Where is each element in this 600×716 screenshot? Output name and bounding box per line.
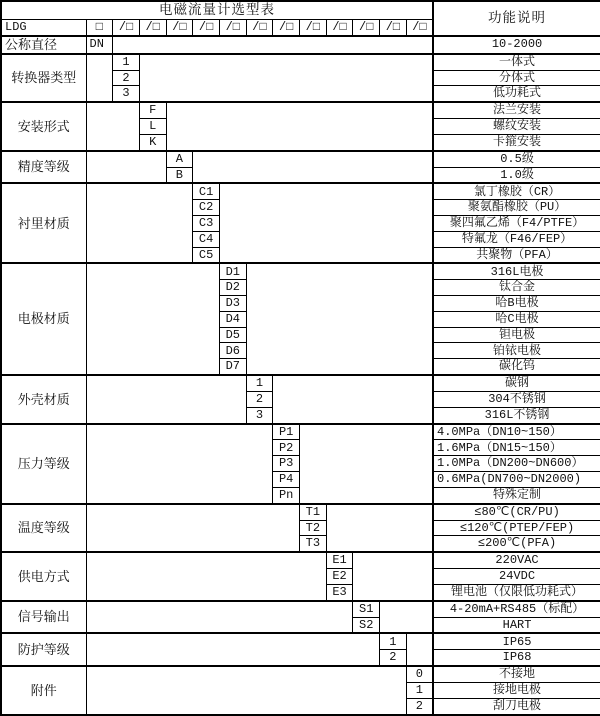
- code-cell: 2: [406, 698, 433, 715]
- empty-cell: [86, 552, 326, 601]
- code-cell: Pn: [273, 487, 300, 503]
- empty-cell: [86, 102, 139, 151]
- function-cell: 10-2000: [433, 36, 600, 54]
- function-cell: 4.0MPa（DN10~150）: [433, 424, 600, 440]
- code-cell: 3: [113, 86, 140, 102]
- function-cell: 接地电极: [433, 682, 600, 698]
- section-label-signal-output: 信号输出: [1, 601, 86, 634]
- function-cell: 哈C电极: [433, 311, 600, 327]
- empty-cell: [86, 666, 406, 715]
- code-cell: D7: [219, 359, 246, 375]
- code-cell: 1: [246, 375, 273, 391]
- function-cell: IP65: [433, 633, 600, 649]
- function-cell: 共聚物（PFA）: [433, 247, 600, 263]
- function-cell: 1.0MPa（DN200~DN600）: [433, 456, 600, 472]
- empty-cell: [273, 375, 433, 424]
- code-cell: P1: [273, 424, 300, 440]
- code-cell: F: [139, 102, 166, 118]
- empty-cell: [326, 504, 433, 553]
- code-cell: DN: [86, 36, 113, 54]
- code-cell: S1: [353, 601, 380, 617]
- empty-cell: [86, 375, 246, 424]
- section-label-electrode: 电极材质: [1, 263, 86, 375]
- code-cell: E3: [326, 584, 353, 600]
- empty-cell: [380, 601, 433, 634]
- code-cell: D3: [219, 296, 246, 312]
- empty-cell: [86, 633, 380, 666]
- empty-cell: [113, 36, 433, 54]
- model-code-box: /□: [326, 19, 353, 35]
- function-cell: 0.5级: [433, 151, 600, 167]
- section-label-accessories: 附件: [1, 666, 86, 715]
- empty-cell: [219, 183, 433, 263]
- code-cell: D5: [219, 327, 246, 343]
- code-cell: T1: [300, 504, 327, 520]
- function-cell: 特殊定制: [433, 487, 600, 503]
- function-cell: 分体式: [433, 70, 600, 86]
- empty-cell: [86, 601, 353, 634]
- function-cell: 碳钢: [433, 375, 600, 391]
- section-label-accuracy: 精度等级: [1, 151, 86, 184]
- function-cell: HART: [433, 617, 600, 633]
- code-cell: C5: [193, 247, 220, 263]
- code-cell: D2: [219, 280, 246, 296]
- section-label-protection: 防护等级: [1, 633, 86, 666]
- empty-cell: [86, 151, 166, 184]
- code-cell: 2: [380, 650, 407, 666]
- function-cell: 一体式: [433, 54, 600, 70]
- function-cell: 1.6MPa（DN15~150）: [433, 440, 600, 456]
- section-label-temperature: 温度等级: [1, 504, 86, 553]
- function-column-header: 功能说明: [433, 1, 600, 36]
- function-cell: 聚四氟乙烯（F4/PTFE）: [433, 216, 600, 232]
- code-cell: L: [139, 119, 166, 135]
- model-code-box: /□: [219, 19, 246, 35]
- empty-cell: [406, 633, 433, 666]
- empty-cell: [300, 424, 434, 504]
- empty-cell: [246, 263, 433, 375]
- function-cell: 特氟龙（F46/FEP）: [433, 231, 600, 247]
- code-cell: E1: [326, 552, 353, 568]
- code-cell: E2: [326, 569, 353, 585]
- section-label-diameter: 公称直径: [1, 36, 86, 54]
- model-code-box: /□: [273, 19, 300, 35]
- code-cell: C4: [193, 231, 220, 247]
- model-code-box: /□: [300, 19, 327, 35]
- function-cell: 不接地: [433, 666, 600, 682]
- function-cell: 1.0级: [433, 167, 600, 183]
- model-code-box: /□: [246, 19, 273, 35]
- code-cell: 2: [113, 70, 140, 86]
- code-cell: T2: [300, 520, 327, 536]
- model-code-prefix: LDG: [1, 19, 86, 35]
- code-cell: P2: [273, 440, 300, 456]
- function-cell: 聚氨酯橡胶（PU）: [433, 200, 600, 216]
- empty-cell: [353, 552, 433, 601]
- function-cell: 卡箍安装: [433, 134, 600, 150]
- code-cell: 3: [246, 407, 273, 423]
- code-cell: 1: [380, 633, 407, 649]
- table-title: 电磁流量计选型表: [1, 1, 433, 19]
- function-cell: 哈B电极: [433, 296, 600, 312]
- empty-cell: [193, 151, 433, 184]
- code-cell: P4: [273, 472, 300, 488]
- code-cell: K: [139, 134, 166, 150]
- function-cell: 钽电极: [433, 327, 600, 343]
- section-label-installation: 安装形式: [1, 102, 86, 151]
- function-cell: 4-20mA+RS485（标配）: [433, 601, 600, 617]
- code-cell: 1: [406, 682, 433, 698]
- code-cell: D1: [219, 263, 246, 279]
- code-cell: P3: [273, 456, 300, 472]
- function-cell: 24VDC: [433, 569, 600, 585]
- empty-cell: [86, 183, 193, 263]
- section-label-power-supply: 供电方式: [1, 552, 86, 601]
- function-cell: ≤120℃(PTEP/FEP): [433, 520, 600, 536]
- function-cell: 0.6MPa(DN700~DN2000): [433, 472, 600, 488]
- section-label-housing: 外壳材质: [1, 375, 86, 424]
- code-cell: C2: [193, 200, 220, 216]
- code-cell: T3: [300, 536, 327, 552]
- code-cell: C1: [193, 183, 220, 199]
- model-code-box: /□: [353, 19, 380, 35]
- code-cell: S2: [353, 617, 380, 633]
- function-cell: 钛合金: [433, 280, 600, 296]
- empty-cell: [86, 504, 300, 553]
- code-cell: B: [166, 167, 193, 183]
- empty-cell: [86, 54, 113, 103]
- code-cell: 0: [406, 666, 433, 682]
- code-cell: C3: [193, 216, 220, 232]
- model-code-box: /□: [380, 19, 407, 35]
- code-cell: D4: [219, 311, 246, 327]
- function-cell: 锂电池（仅限低功耗式）: [433, 584, 600, 600]
- model-code-box: /□: [193, 19, 220, 35]
- model-code-box: /□: [406, 19, 433, 35]
- empty-cell: [86, 263, 219, 375]
- section-label-lining: 衬里材质: [1, 183, 86, 263]
- function-cell: 304不锈钢: [433, 391, 600, 407]
- function-cell: 碳化钨: [433, 359, 600, 375]
- model-code-box: /□: [139, 19, 166, 35]
- code-cell: 2: [246, 391, 273, 407]
- code-cell: A: [166, 151, 193, 167]
- function-cell: 法兰安装: [433, 102, 600, 118]
- section-label-converter-type: 转换器类型: [1, 54, 86, 103]
- function-cell: 316L电极: [433, 263, 600, 279]
- function-cell: 螺纹安装: [433, 119, 600, 135]
- function-cell: 刮刀电极: [433, 698, 600, 715]
- section-label-pressure: 压力等级: [1, 424, 86, 504]
- code-cell: D6: [219, 343, 246, 359]
- model-code-box: □: [86, 19, 113, 35]
- model-code-box: /□: [166, 19, 193, 35]
- function-cell: 316L不锈钢: [433, 407, 600, 423]
- function-cell: 铂铱电极: [433, 343, 600, 359]
- empty-cell: [139, 54, 433, 103]
- function-cell: 220VAC: [433, 552, 600, 568]
- function-cell: 低功耗式: [433, 86, 600, 102]
- empty-cell: [166, 102, 433, 151]
- function-cell: ≤80℃(CR/PU): [433, 504, 600, 520]
- function-cell: IP68: [433, 650, 600, 666]
- code-cell: 1: [113, 54, 140, 70]
- empty-cell: [86, 424, 273, 504]
- model-code-box: /□: [113, 19, 140, 35]
- function-cell: 氯丁橡胶（CR）: [433, 183, 600, 199]
- function-cell: ≤200℃(PFA): [433, 536, 600, 552]
